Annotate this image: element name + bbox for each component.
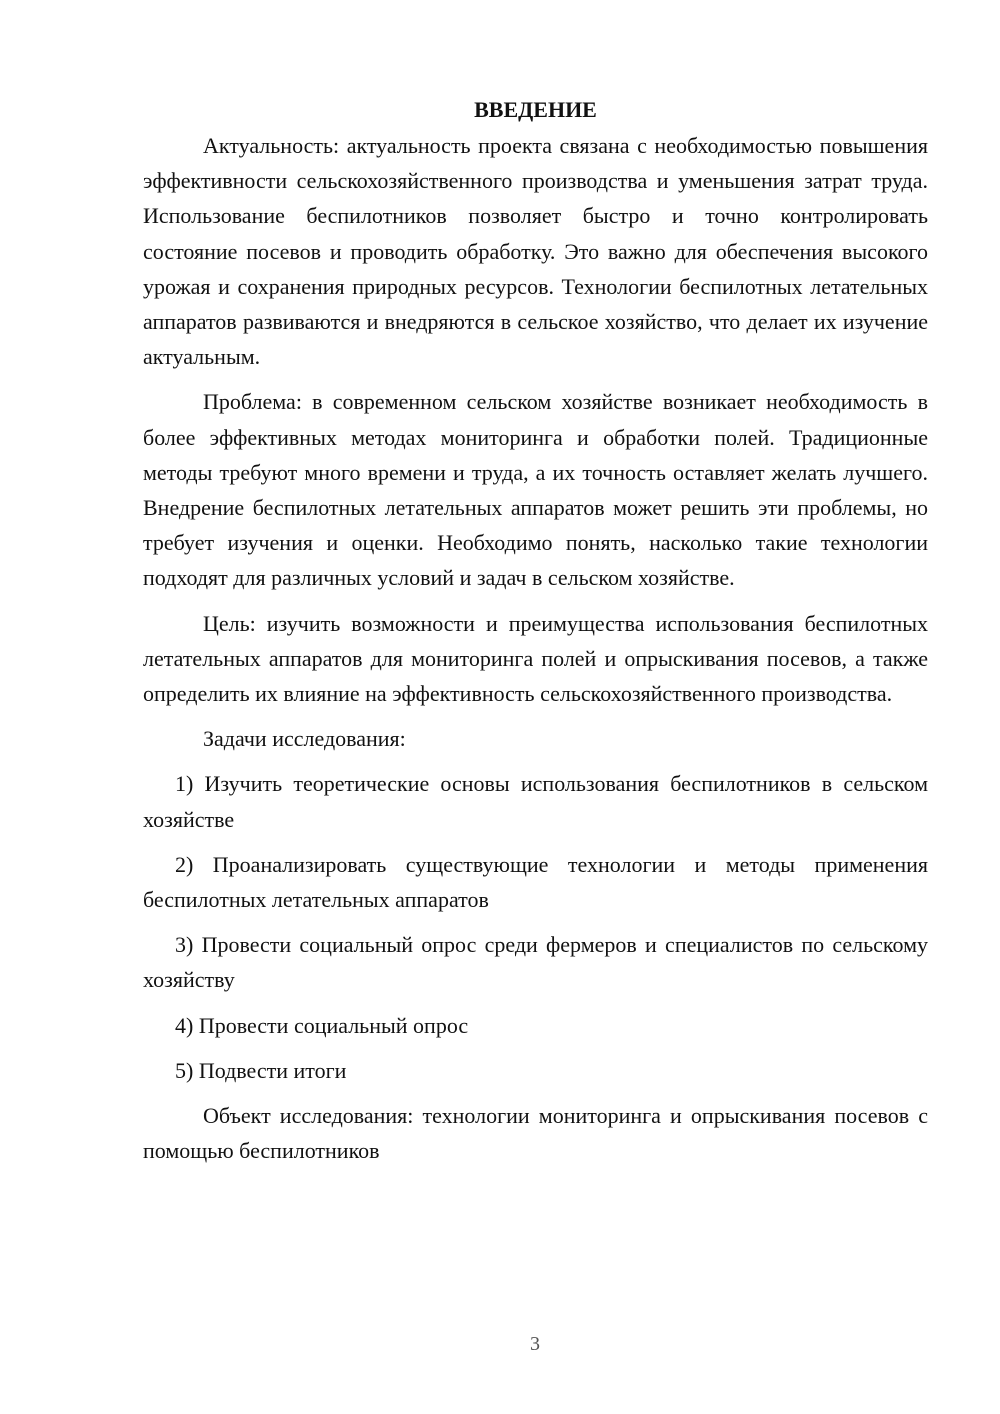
task-item-1: 1) Изучить теоретические основы использования беспилотников в сельском хозяйстве — [143, 771, 928, 832]
task-item-2: 2) Проанализировать существующие технологии и методы применения беспилотных летательных аппаратов — [143, 851, 928, 913]
tasks-heading: Задачи исследования: — [203, 726, 406, 752]
document-page — [143, 92, 928, 1178]
paragraph-goal: Цель: изучить возможности и преимущества использования беспилотных летательных аппаратов для мониторинга полей и опрыскивания посевов, а также определить их влияние на эффективность сельскохозяйственного производства. — [143, 610, 928, 707]
paragraph-relevance: Актуальность: актуальность проекта связана с необходимостью повышения эффективности сельскохозяйственного производства и уменьшения затрат труда. Использование беспилотников позволяет быстро и точно контролировать состояние посевов и проводить обработку. Это важно для обеспечения высокого урожая и сохранения природных ресурсов. Технологии беспилотных летательных аппаратов развиваются и внедряются в сельское хозяйство, что делает их изучение актуальным. — [143, 133, 928, 370]
task-item-5: 5) Подвести итоги — [175, 1057, 347, 1083]
task-item-4: 4) Провести социальный опрос — [175, 1012, 469, 1038]
paragraph-problem: Проблема: в современном сельском хозяйстве возникает необходимость в более эффективных методах мониторинга и обработки полей. Традиционные методы требуют много времени и труда, а их точность оставляет желать лучшего. Внедрение беспилотных летательных аппаратов может решить эти проблемы, но требует изучения и оценки. Необходимо понять, насколько такие технологии подходят для различных условий и задач в сельском хозяйстве. — [143, 389, 928, 591]
task-item-3: 3) Провести социальный опрос среди фермеров и специалистов по сельскому хозяйству — [143, 932, 928, 993]
page-number: 3 — [530, 1333, 540, 1355]
section-title: ВВЕДЕНИЕ — [474, 97, 597, 122]
paragraph-object: Объект исследования: технологии мониторинга и опрыскивания посевов с помощью беспилотников — [143, 1103, 928, 1164]
